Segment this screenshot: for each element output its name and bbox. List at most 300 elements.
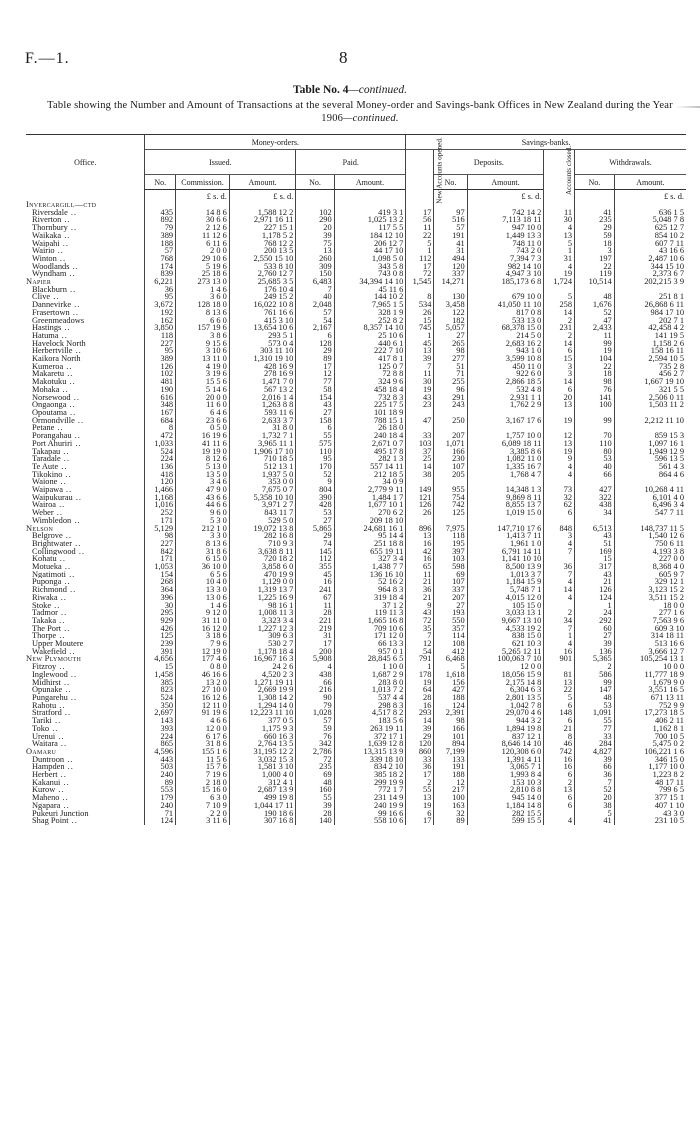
leader-dots: .. (56, 632, 66, 641)
cell-w-no: 1 (575, 602, 615, 610)
cell-i-amt: 1,178 5 2 (229, 232, 295, 240)
cell-p-amt: 385 18 2 (334, 771, 406, 779)
cell-i-amt: 2,016 1 4 (229, 394, 295, 402)
cell-i-no: 823 (145, 686, 176, 694)
cell-w-no: 169 (575, 548, 615, 556)
cell-p-amt: 52 16 2 (334, 578, 406, 586)
cell-p-amt: 263 19 11 (334, 725, 406, 733)
office-row (26, 725, 686, 733)
cell-new: 8 (406, 293, 434, 301)
cell-w-no: 322 (575, 494, 615, 502)
cell-i-comm: 15 7 6 (176, 763, 230, 771)
office-name: Te Aute (32, 462, 59, 471)
paid-amount-header: Amount. (334, 175, 406, 190)
cell-i-amt: 98 16 1 (229, 602, 295, 610)
cell-i-comm: 11 6 0 (176, 401, 230, 409)
office-row (26, 663, 686, 671)
office-row (26, 347, 686, 355)
office-name-cell (26, 471, 145, 479)
cell-new: 16 (406, 702, 434, 710)
office-name-cell (26, 232, 145, 240)
cell-d-amt: 1,961 1 0 (467, 540, 544, 548)
leader-dots: .. (56, 616, 66, 625)
office-row (26, 609, 686, 617)
cell-w-amt: 750 6 11 (614, 540, 686, 548)
cell-i-amt: 249 15 2 (229, 293, 295, 301)
cell-w-no: 53 (575, 455, 615, 463)
office-row (26, 794, 686, 802)
cell-i-amt: 1,732 7 1 (229, 432, 295, 440)
office-row (26, 332, 686, 340)
cell-w-amt (614, 424, 686, 432)
cell-w-no: 235 (575, 216, 615, 224)
leader-dots: .. (66, 401, 76, 409)
cell-p-amt: 834 2 10 (334, 763, 406, 771)
office-name-cell (26, 370, 145, 378)
leader-dots: .. (57, 478, 67, 487)
office-row (26, 432, 686, 440)
cell-p-amt: 66 13 3 (334, 640, 406, 648)
cell-i-comm: 11 12 6 (176, 232, 230, 240)
cell-w-amt: 5,475 0 2 (614, 740, 686, 748)
cell-d-amt: 4,947 3 10 (467, 270, 544, 278)
cell-i-no: 95 (145, 293, 176, 301)
cell-new: 16 (406, 555, 434, 563)
cell-p-amt: 372 17 1 (334, 733, 406, 741)
cell-d-no: 742 (434, 501, 467, 509)
cell-w-amt: 202 7 1 (614, 317, 686, 325)
cell-p-no: 11 (296, 602, 334, 610)
office-name: Tariki (32, 717, 52, 725)
cell-i-comm: 13 0 6 (176, 594, 230, 602)
cell-p-amt: 1,025 13 2 (334, 216, 406, 224)
cell-p-no: 260 (296, 255, 334, 263)
cell-p-no: 2,786 (296, 748, 334, 756)
cell-i-comm: 13 5 0 (176, 471, 230, 479)
cell-p-no: 428 (296, 501, 334, 509)
office-name: Makaretu (32, 370, 65, 379)
cell-p-no: 1,028 (296, 709, 334, 717)
cell-d-no: 230 (434, 455, 467, 463)
cell-w-no: 99 (575, 340, 615, 348)
cell-closed: 36 (544, 563, 575, 571)
paid-no-header: No. (296, 175, 334, 190)
cell-d-amt: 105 15 0 (467, 602, 544, 610)
cell-p-amt: 26 18 0 (334, 424, 406, 432)
cell-i-no: 126 (145, 363, 176, 371)
cell-i-amt: 843 11 7 (229, 509, 295, 517)
cell-i-no: 1,466 (145, 486, 176, 494)
leader-dots: .. (56, 555, 66, 564)
cell-i-amt: 593 11 6 (229, 409, 295, 417)
cell-i-no: 79 (145, 224, 176, 232)
office-name: Mohaka (32, 385, 60, 394)
leader-dots: .. (64, 755, 74, 764)
cell-i-comm: 6 15 0 (176, 555, 230, 563)
cell-p-no: 29 (296, 532, 334, 540)
cell-i-comm: 8 13 6 (176, 540, 230, 548)
leader-dots: .. (67, 694, 78, 702)
cell-i-amt: 3,638 8 11 (229, 548, 295, 556)
cell-w-amt: 2,373 6 7 (614, 270, 686, 278)
cell-i-no: 389 (145, 232, 176, 240)
cell-d-amt: 982 14 10 (467, 263, 544, 271)
cell-new: 745 (406, 324, 434, 332)
leader-dots: .. (72, 539, 82, 548)
cell-d-no: 1,618 (434, 671, 467, 679)
office-name-cell (26, 625, 145, 633)
office-name: Wairoa (32, 501, 56, 510)
office-name-cell (26, 709, 145, 717)
office-name-cell (26, 317, 145, 325)
cell-w-amt: 43 3 0 (614, 810, 686, 818)
office-name: Pungarehu (32, 694, 68, 702)
leader-dots: .. (55, 732, 65, 741)
cell-i-amt (229, 201, 295, 209)
cell-i-amt: 573 0 4 (229, 340, 295, 348)
cell-p-amt: 743 0 8 (334, 270, 406, 278)
cell-i-amt: 200 13 5 (229, 247, 295, 255)
cell-i-comm: 3 19 6 (176, 370, 230, 378)
cell-d-no: 107 (434, 578, 467, 586)
cell-i-comm: 12 0 0 (176, 725, 230, 733)
cell-p-amt: 95 14 4 (334, 532, 406, 540)
cell-p-amt: 144 10 2 (334, 293, 406, 301)
cell-d-amt: 748 11 0 (467, 240, 544, 248)
cell-p-no: 140 (296, 817, 334, 825)
office-name-cell (26, 270, 145, 278)
cell-p-amt: 240 19 9 (334, 802, 406, 810)
cell-new: 72 (406, 270, 434, 278)
cell-d-no: 754 (434, 494, 467, 502)
cell-i-amt: 2,764 13 5 (229, 740, 295, 748)
cell-p-no: 2,048 (296, 301, 334, 309)
leader-dots: .. (71, 432, 81, 440)
cell-i-amt: 415 3 10 (229, 317, 295, 325)
cell-p-amt: 283 8 0 (334, 679, 406, 687)
cell-new: 54 (406, 648, 434, 656)
office-name-cell (26, 802, 145, 810)
cell-p-amt: 212 18 5 (334, 471, 406, 479)
cell-w-amt: 231 10 5 (614, 817, 686, 825)
cell-i-no: 124 (145, 817, 176, 825)
office-name: Pukeuri Junction (32, 809, 89, 818)
district-row (26, 748, 686, 756)
cell-closed: 32 (544, 494, 575, 502)
cell-d-amt: 1,019 15 0 (467, 509, 544, 517)
cell-p-no: 67 (296, 594, 334, 602)
cell-d-no: 207 (434, 432, 467, 440)
cell-d-amt: 2,866 18 5 (467, 378, 544, 386)
cell-p-no: 29 (296, 347, 334, 355)
leader-dots: .. (64, 763, 74, 772)
cell-closed: 7 (544, 625, 575, 633)
cell-w-amt: 344 15 10 (614, 263, 686, 271)
cell-i-comm: 2 18 0 (176, 779, 230, 787)
office-row (26, 671, 686, 679)
cell-d-no: 357 (434, 625, 467, 633)
cell-p-amt (334, 201, 406, 209)
cell-w-no: 7 (575, 779, 615, 787)
cell-i-no: 929 (145, 617, 176, 625)
cell-d-amt: 214 5 0 (467, 332, 544, 340)
cell-i-amt: 512 13 1 (229, 463, 295, 471)
cell-i-amt: 768 12 2 (229, 240, 295, 248)
cell-d-amt: 1,335 16 7 (467, 463, 544, 471)
cell-p-no: 57 (296, 309, 334, 317)
cell-d-amt: 1,013 3 7 (467, 571, 544, 579)
cell-d-amt: 945 14 0 (467, 794, 544, 802)
cell-d-no: 107 (434, 463, 467, 471)
cell-i-no: 6,221 (145, 278, 176, 286)
office-name-cell (26, 748, 145, 756)
cell-i-amt: 1,227 12 3 (229, 625, 295, 633)
cell-i-comm: 7 10 9 (176, 802, 230, 810)
cell-d-no: 125 (434, 509, 467, 517)
cell-p-no: 5,865 (296, 525, 334, 533)
office-row (26, 309, 686, 317)
cell-d-no: 3,458 (434, 301, 467, 309)
cell-w-no: 19 (575, 347, 615, 355)
cell-i-no: 865 (145, 740, 176, 748)
cell-p-no: 110 (296, 448, 334, 456)
cell-p-amt: 324 9 6 (334, 378, 406, 386)
cell-p-no: 5,908 (296, 655, 334, 663)
cell-new: 534 (406, 301, 434, 309)
cell-w-amt: 752 9 9 (614, 702, 686, 710)
cell-i-comm: 31 8 6 (176, 548, 230, 556)
office-name: Richmond (32, 586, 67, 594)
cell-p-no: 20 (296, 224, 334, 232)
cell-w-amt: 1,097 16 1 (614, 440, 686, 448)
cell-d-no: 188 (434, 771, 467, 779)
cell-w-amt: 636 1 5 (614, 209, 686, 217)
cell-closed: 20 (544, 394, 575, 402)
office-name: Porangahau (32, 432, 72, 440)
cell-closed (544, 602, 575, 610)
cell-p-no (296, 201, 334, 209)
cell-i-amt: 1,581 3 10 (229, 763, 295, 771)
office-name: Opunake (32, 686, 63, 694)
office-row (26, 617, 686, 625)
leader-dots: .. (56, 701, 66, 710)
cell-d-amt: 41,050 11 10 (467, 301, 544, 309)
cell-w-amt: 625 12 7 (614, 224, 686, 232)
cell-p-no: 31 (296, 632, 334, 640)
cell-w-amt: 2,506 0 11 (614, 394, 686, 402)
office-name-cell (26, 602, 145, 610)
office-name: Clive (32, 293, 51, 302)
cell-d-amt: 838 15 0 (467, 632, 544, 640)
cell-i-amt: 278 16 9 (229, 370, 295, 378)
office-row (26, 455, 686, 463)
cell-p-amt: 339 18 10 (334, 756, 406, 764)
cell-i-no: 418 (145, 471, 176, 479)
office-name: Takaka (32, 616, 57, 625)
cell-closed (544, 810, 575, 818)
office-name-cell (26, 694, 145, 702)
cell-d-amt: 599 15 5 (467, 817, 544, 825)
withdrawals-amount-units: £ s. d. (614, 190, 686, 202)
scan-shadow (675, 106, 700, 108)
leader-dots: .. (66, 378, 76, 386)
cell-i-no: 1,053 (145, 563, 176, 571)
cell-d-no: 163 (434, 802, 467, 810)
leader-dots: .. (57, 771, 67, 779)
cell-w-amt: 1,540 12 6 (614, 532, 686, 540)
cell-p-amt: 4,517 8 2 (334, 709, 406, 717)
cell-i-amt: 1,175 9 3 (229, 725, 295, 733)
cell-p-no: 59 (296, 725, 334, 733)
leader-dots: .. (67, 224, 78, 232)
cell-w-amt: 700 10 5 (614, 733, 686, 741)
cell-p-amt: 37 1 2 (334, 602, 406, 610)
cell-d-no: 598 (434, 563, 467, 571)
cell-new: 17 (406, 263, 434, 271)
office-name: Kaikora North (32, 355, 81, 363)
office-row (26, 586, 686, 594)
office-name-cell (26, 201, 145, 209)
cell-i-comm: 8 12 6 (176, 455, 230, 463)
cell-i-amt: 1,263 8 8 (229, 401, 295, 409)
cell-d-amt: 153 10 3 (467, 779, 544, 787)
office-name-cell (26, 363, 145, 371)
cell-d-amt: 4,015 12 0 (467, 594, 544, 602)
cell-d-no: 1,071 (434, 440, 467, 448)
cell-p-no: 355 (296, 563, 334, 571)
cell-i-comm: 12 19 0 (176, 648, 230, 656)
cell-i-comm: 7 19 6 (176, 771, 230, 779)
cell-d-no: 182 (434, 317, 467, 325)
cell-w-amt: 513 16 6 (614, 640, 686, 648)
cell-d-amt: 4,533 19 2 (467, 625, 544, 633)
cell-i-no: 179 (145, 794, 176, 802)
cell-w-amt: 547 7 11 (614, 509, 686, 517)
cell-w-no: 39 (575, 756, 615, 764)
cell-p-no: 76 (296, 733, 334, 741)
cell-w-amt: 1,177 10 0 (614, 763, 686, 771)
cell-d-amt: 3,033 13 1 (467, 609, 544, 617)
office-row (26, 625, 686, 633)
leader-dots: .. (60, 801, 70, 810)
leader-dots: .. (61, 578, 71, 587)
office-row (26, 409, 686, 417)
cell-i-amt: 5,358 10 10 (229, 494, 295, 502)
office-row (26, 640, 686, 648)
office-name-cell (26, 763, 145, 771)
cell-i-comm: 16 19 6 (176, 432, 230, 440)
cell-p-no: 150 (296, 270, 334, 278)
cell-p-no: 112 (296, 555, 334, 563)
cell-d-no: 118 (434, 532, 467, 540)
cell-p-no: 27 (296, 517, 334, 525)
office-name-cell (26, 648, 145, 656)
cell-i-no: 224 (145, 733, 176, 741)
cell-i-amt: 19,072 13 8 (229, 525, 295, 533)
cell-i-amt: 3,971 2 7 (229, 501, 295, 509)
office-row (26, 786, 686, 794)
cell-i-comm: 27 10 0 (176, 686, 230, 694)
cell-i-no: 3,850 (145, 324, 176, 332)
cell-i-comm: 23 6 6 (176, 417, 230, 425)
cell-i-amt: 1,271 19 11 (229, 679, 295, 687)
office-name: Ormondville (32, 416, 75, 425)
cell-i-comm: 5 19 6 (176, 263, 230, 271)
cell-i-amt: 293 5 1 (229, 332, 295, 340)
office-row (26, 486, 686, 494)
cell-new: 14 (406, 717, 434, 725)
cell-i-no: 385 (145, 679, 176, 687)
office-row (26, 324, 686, 332)
cell-p-no: 90 (296, 694, 334, 702)
cell-p-amt: 282 1 3 (334, 455, 406, 463)
cell-d-amt: 3,385 8 6 (467, 448, 544, 456)
cell-p-amt: 537 4 4 (334, 694, 406, 702)
cell-w-no: 41 (575, 817, 615, 825)
cell-closed (544, 409, 575, 417)
office-name-cell (26, 424, 145, 432)
office-name-cell (26, 455, 145, 463)
cell-i-comm: 2 2 0 (176, 810, 230, 818)
office-name: Winton (32, 254, 57, 263)
cell-p-no: 48 (296, 779, 334, 787)
cell-new: 55 (406, 786, 434, 794)
office-name-cell (26, 540, 145, 548)
cell-p-no: 28 (296, 609, 334, 617)
office-name-cell (26, 548, 145, 556)
cell-d-amt: 1,757 10 0 (467, 432, 544, 440)
leader-dots: .. (60, 455, 70, 463)
cell-p-amt: 231 14 9 (334, 794, 406, 802)
cell-p-no: 216 (296, 686, 334, 694)
cell-i-no: 1,016 (145, 501, 176, 509)
cell-closed: 6 (544, 386, 575, 394)
office-name: Greenmeadows (32, 316, 85, 325)
cell-d-no: 291 (434, 394, 467, 402)
cell-w-amt: 1,949 12 9 (614, 448, 686, 456)
cell-i-amt: 720 18 2 (229, 555, 295, 563)
cell-i-comm: 157 19 6 (176, 324, 230, 332)
cell-i-comm: 44 6 6 (176, 501, 230, 509)
cell-d-no: 193 (434, 609, 467, 617)
cell-w-no: 317 (575, 563, 615, 571)
cell-p-amt: 1,677 10 1 (334, 501, 406, 509)
cell-i-comm: 5 14 6 (176, 386, 230, 394)
cell-p-no: 79 (296, 702, 334, 710)
leader-dots: .. (60, 447, 70, 456)
cell-p-amt: 1,665 16 8 (334, 617, 406, 625)
cell-closed: 5 (544, 240, 575, 248)
cell-new: 43 (406, 394, 434, 402)
cell-w-no: 141 (575, 394, 615, 402)
cell-i-amt: 12,223 11 10 (229, 709, 295, 717)
cell-new (406, 478, 434, 486)
cell-w-amt: 605 9 7 (614, 571, 686, 579)
office-row (26, 578, 686, 586)
cell-i-comm: 155 1 6 (176, 748, 230, 756)
cell-closed: 22 (544, 686, 575, 694)
office-name: Collingwood (32, 547, 76, 556)
office-name: Kohatu (32, 555, 57, 564)
cell-w-amt: 406 2 11 (614, 717, 686, 725)
cell-p-no: 27 (296, 409, 334, 417)
cell-i-comm: 177 4 6 (176, 655, 230, 663)
district-row (26, 525, 686, 533)
cell-i-comm: 3 3 0 (176, 532, 230, 540)
leader-dots: .. (63, 362, 73, 371)
cell-closed: 6 (544, 509, 575, 517)
office-name-cell (26, 240, 145, 248)
